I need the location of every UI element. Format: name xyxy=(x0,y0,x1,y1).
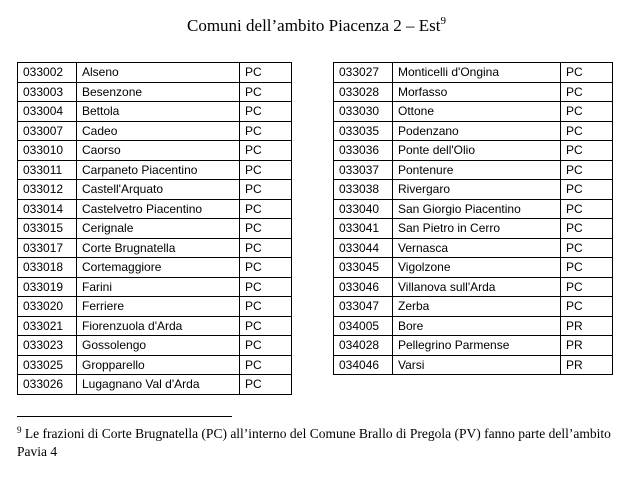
province-cell: PC xyxy=(240,258,292,278)
table-row xyxy=(18,336,292,356)
comune-name-cell: Bettola xyxy=(77,102,240,122)
province-cell: PC xyxy=(561,297,613,317)
province-cell: PC xyxy=(561,277,613,297)
province-cell: PC xyxy=(240,355,292,375)
province-cell: PC xyxy=(240,316,292,336)
comune-name-cell: Cortemaggiore xyxy=(77,258,240,278)
comune-code-cell: 033021 xyxy=(18,316,77,336)
comune-name-cell: Lugagnano Val d'Arda xyxy=(77,375,240,395)
comune-code-cell: 033002 xyxy=(18,63,77,83)
province-cell: PR xyxy=(561,316,613,336)
table-row xyxy=(334,336,613,356)
table-row xyxy=(334,199,613,219)
table-row xyxy=(18,238,292,258)
table-row xyxy=(18,297,292,317)
comune-code-cell: 034046 xyxy=(334,355,393,375)
title-text: Comuni dell’ambito Piacenza 2 – Est xyxy=(186,16,441,35)
comune-name-cell: Fiorenzuola d'Arda xyxy=(77,316,240,336)
comune-code-cell: 033003 xyxy=(18,82,77,102)
province-cell: PC xyxy=(561,238,613,258)
comune-code-cell: 033015 xyxy=(18,219,77,239)
comune-code-cell: 033027 xyxy=(334,63,393,83)
table-row xyxy=(18,102,292,122)
province-cell: PC xyxy=(240,160,292,180)
comune-code-cell: 033037 xyxy=(334,160,393,180)
table-row xyxy=(334,277,613,297)
comune-code-cell: 033030 xyxy=(334,102,393,122)
comuni-table-left xyxy=(17,62,292,395)
comune-name-cell: Farini xyxy=(77,277,240,297)
footnote xyxy=(17,425,617,461)
province-cell: PC xyxy=(240,141,292,161)
province-cell: PR xyxy=(561,336,613,356)
comune-name-cell: Rivergaro xyxy=(393,180,561,200)
comune-name-cell: San Giorgio Piacentino xyxy=(393,199,561,219)
page-title xyxy=(0,16,633,36)
province-cell: PC xyxy=(240,238,292,258)
province-cell: PC xyxy=(561,219,613,239)
comune-name-cell: Caorso xyxy=(77,141,240,161)
footnote-number: 9 xyxy=(17,425,22,435)
comune-name-cell: Zerba xyxy=(393,297,561,317)
table-row xyxy=(18,63,292,83)
province-cell: PC xyxy=(561,121,613,141)
province-cell: PC xyxy=(561,63,613,83)
table-row xyxy=(334,219,613,239)
table-row xyxy=(334,297,613,317)
comune-name-cell: Ferriere xyxy=(77,297,240,317)
comune-code-cell: 033007 xyxy=(18,121,77,141)
province-cell: PC xyxy=(561,102,613,122)
comune-name-cell: Castell'Arquato xyxy=(77,180,240,200)
comune-code-cell: 033014 xyxy=(18,199,77,219)
comune-code-cell: 033044 xyxy=(334,238,393,258)
comune-code-cell: 033041 xyxy=(334,219,393,239)
table-row xyxy=(18,121,292,141)
comune-name-cell: Pontenure xyxy=(393,160,561,180)
title-footnote-ref: 9 xyxy=(440,15,447,27)
comune-name-cell: Morfasso xyxy=(393,82,561,102)
comune-name-cell: Corte Brugnatella xyxy=(77,238,240,258)
comune-name-cell: Carpaneto Piacentino xyxy=(77,160,240,180)
table-row xyxy=(334,316,613,336)
table-row xyxy=(18,199,292,219)
comune-code-cell: 033038 xyxy=(334,180,393,200)
province-cell: PC xyxy=(240,297,292,317)
table-row xyxy=(334,160,613,180)
comune-code-cell: 033010 xyxy=(18,141,77,161)
table-row xyxy=(18,277,292,297)
comuni-table-right xyxy=(333,62,613,375)
comune-code-cell: 033047 xyxy=(334,297,393,317)
comune-code-cell: 033004 xyxy=(18,102,77,122)
comune-name-cell: Varsi xyxy=(393,355,561,375)
comune-name-cell: Ottone xyxy=(393,102,561,122)
province-cell: PC xyxy=(240,199,292,219)
province-cell: PR xyxy=(561,355,613,375)
comune-name-cell: Villanova sull'Arda xyxy=(393,277,561,297)
comune-code-cell: 034005 xyxy=(334,316,393,336)
province-cell: PC xyxy=(240,277,292,297)
province-cell: PC xyxy=(240,121,292,141)
footnote-text: Le frazioni di Corte Brugnatella (PC) all’interno del Comune Brallo di Pregola (PV) fanno parte dell’ambito Pavia 4 xyxy=(17,426,611,459)
comune-name-cell: Vigolzone xyxy=(393,258,561,278)
province-cell: PC xyxy=(561,180,613,200)
comune-name-cell: Pellegrino Parmense xyxy=(393,336,561,356)
comune-code-cell: 033035 xyxy=(334,121,393,141)
table-row xyxy=(18,355,292,375)
table-row xyxy=(18,180,292,200)
province-cell: PC xyxy=(561,82,613,102)
province-cell: PC xyxy=(240,219,292,239)
table-row xyxy=(18,141,292,161)
footnote-separator xyxy=(17,416,232,417)
province-cell: PC xyxy=(240,375,292,395)
comune-name-cell: Cerignale xyxy=(77,219,240,239)
province-cell: PC xyxy=(561,141,613,161)
comune-code-cell: 033019 xyxy=(18,277,77,297)
comune-code-cell: 033011 xyxy=(18,160,77,180)
comune-code-cell: 033012 xyxy=(18,180,77,200)
table-row xyxy=(18,160,292,180)
comune-name-cell: Monticelli d'Ongina xyxy=(393,63,561,83)
comune-code-cell: 033028 xyxy=(334,82,393,102)
table-row xyxy=(334,141,613,161)
province-cell: PC xyxy=(240,336,292,356)
table-row xyxy=(334,180,613,200)
province-cell: PC xyxy=(240,63,292,83)
table-row xyxy=(18,219,292,239)
comune-code-cell: 033025 xyxy=(18,355,77,375)
province-cell: PC xyxy=(561,199,613,219)
table-row xyxy=(334,63,613,83)
table-row xyxy=(18,258,292,278)
comune-name-cell: Alseno xyxy=(77,63,240,83)
province-cell: PC xyxy=(561,160,613,180)
comune-name-cell: Gossolengo xyxy=(77,336,240,356)
table-row xyxy=(334,121,613,141)
comune-code-cell: 033018 xyxy=(18,258,77,278)
comune-code-cell: 033045 xyxy=(334,258,393,278)
comune-name-cell: Vernasca xyxy=(393,238,561,258)
comune-code-cell: 033026 xyxy=(18,375,77,395)
comune-code-cell: 033017 xyxy=(18,238,77,258)
table-row xyxy=(18,375,292,395)
comune-name-cell: Castelvetro Piacentino xyxy=(77,199,240,219)
comune-code-cell: 033023 xyxy=(18,336,77,356)
province-cell: PC xyxy=(240,102,292,122)
comune-code-cell: 033020 xyxy=(18,297,77,317)
table-row xyxy=(334,355,613,375)
comune-name-cell: Ponte dell'Olio xyxy=(393,141,561,161)
comune-name-cell: Cadeo xyxy=(77,121,240,141)
comune-code-cell: 034028 xyxy=(334,336,393,356)
table-row xyxy=(334,258,613,278)
table-row xyxy=(18,82,292,102)
province-cell: PC xyxy=(240,82,292,102)
comune-name-cell: Besenzone xyxy=(77,82,240,102)
comune-name-cell: Bore xyxy=(393,316,561,336)
table-row xyxy=(334,102,613,122)
table-row xyxy=(18,316,292,336)
comune-name-cell: Gropparello xyxy=(77,355,240,375)
comune-name-cell: Podenzano xyxy=(393,121,561,141)
province-cell: PC xyxy=(240,180,292,200)
comune-code-cell: 033040 xyxy=(334,199,393,219)
comune-code-cell: 033036 xyxy=(334,141,393,161)
comune-name-cell: San Pietro in Cerro xyxy=(393,219,561,239)
province-cell: PC xyxy=(561,258,613,278)
comune-code-cell: 033046 xyxy=(334,277,393,297)
table-row xyxy=(334,82,613,102)
table-row xyxy=(334,238,613,258)
